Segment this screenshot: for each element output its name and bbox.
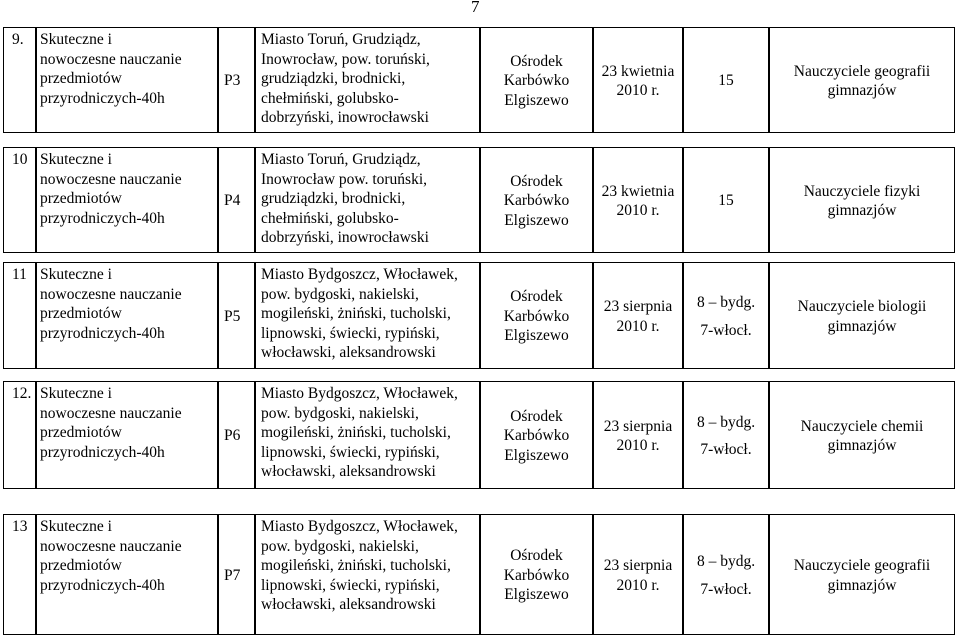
cell-audience <box>769 147 955 253</box>
cell-title-line: przedmiotów <box>40 557 122 574</box>
cell-date-line: 2010 r. <box>616 82 660 99</box>
cell-title-line: nowoczesne nauczanie <box>40 170 182 188</box>
cell-area-line: chełmiński, golubsko- <box>261 209 399 227</box>
cell-audience <box>769 381 955 489</box>
cell-area-line: Miasto Toruń, Grudziądz, <box>261 31 421 48</box>
cell-date-line: 2010 r. <box>616 437 660 454</box>
cell-date <box>593 27 683 133</box>
cell-audience <box>769 514 955 635</box>
cell-audience-line: Nauczyciele geografii <box>793 62 931 80</box>
cell-count-line: 8 – bydg. <box>696 413 756 431</box>
cell-count <box>683 262 769 369</box>
cell-audience-line: gimnazjów <box>827 202 897 219</box>
cell-place <box>480 27 593 133</box>
cell-area-line: mogileński, żniński, tucholski, <box>261 305 451 322</box>
cell-date-line: 2010 r. <box>616 202 660 219</box>
cell-place-line: Elgiszewo <box>504 91 569 109</box>
cell-area <box>255 147 480 253</box>
cell-area-line: włocławski, aleksandrowski <box>261 463 436 480</box>
cell-title-line: przedmiotów <box>40 190 122 207</box>
cell-code-line: P3 <box>224 72 241 90</box>
cell-area <box>255 514 480 635</box>
cell-date-line: 23 kwietnia <box>601 62 675 80</box>
cell-title-line: przyrodniczych-40h <box>40 576 165 594</box>
cell-area-line: dobrzyński, inowrocławski <box>261 109 429 126</box>
cell-title <box>36 262 218 369</box>
cell-code <box>218 262 255 369</box>
cell-no <box>3 147 36 253</box>
cell-title-line: Skuteczne i <box>40 31 112 48</box>
cell-code <box>218 381 255 489</box>
cell-count-line: 8 – bydg. <box>696 553 756 570</box>
cell-title <box>36 27 218 133</box>
cell-no-line: 10 <box>12 151 28 168</box>
cell-area-line: grudziądzki, brodnicki, <box>261 70 406 87</box>
cell-no-line: 9. <box>12 31 24 48</box>
cell-area-line: lipnowski, świecki, rypiński, <box>261 324 440 342</box>
cell-area-line: Inowrocław pow. toruński, <box>261 170 428 188</box>
cell-place-line: Karbówko <box>503 192 570 210</box>
cell-audience-line: Nauczyciele chemii <box>800 417 924 435</box>
cell-title-line: przyrodniczych-40h <box>40 89 165 107</box>
cell-place-line: Ośrodek <box>510 407 563 425</box>
cell-area-line: pow. bydgoski, nakielski, <box>261 537 419 555</box>
cell-date-line: 23 kwietnia <box>601 182 675 200</box>
cell-no-line: 11 <box>12 266 27 283</box>
cell-code-line: P7 <box>224 566 241 584</box>
cell-area-line: chełmiński, golubsko- <box>261 89 399 107</box>
cell-place-line: Elgiszewo <box>504 586 569 604</box>
cell-place <box>480 514 593 635</box>
cell-audience <box>769 262 955 369</box>
cell-count-line: 7-włocł. <box>700 441 752 458</box>
cell-code <box>218 514 255 635</box>
cell-area-line: Miasto Toruń, Grudziądz, <box>261 151 421 168</box>
cell-code-line: P5 <box>224 307 241 325</box>
cell-area-line: Inowrocław, pow. toruński, <box>261 50 430 68</box>
cell-date-line: 2010 r. <box>616 317 660 335</box>
cell-date-line: 23 sierpnia <box>603 557 673 574</box>
cell-place-line: Ośrodek <box>510 172 563 190</box>
cell-place-line: Elgiszewo <box>504 446 569 464</box>
cell-no <box>3 514 36 635</box>
cell-title-line: Skuteczne i <box>40 151 112 168</box>
cell-area-line: lipnowski, świecki, rypiński, <box>261 443 440 461</box>
cell-area-line: Miasto Bydgoszcz, Włocławek, <box>261 518 458 535</box>
cell-title-line: Skuteczne i <box>40 266 112 283</box>
cell-area-line: lipnowski, świecki, rypiński, <box>261 576 440 594</box>
cell-audience-line: gimnazjów <box>827 82 897 99</box>
cell-count <box>683 514 769 635</box>
cell-count-line: 15 <box>718 72 734 90</box>
cell-no <box>3 381 36 489</box>
cell-code <box>218 147 255 253</box>
cell-title-line: nowoczesne nauczanie <box>40 285 182 303</box>
page-number: 7 <box>471 0 480 16</box>
cell-title-line: nowoczesne nauczanie <box>40 537 182 555</box>
cell-title-line: nowoczesne nauczanie <box>40 404 182 422</box>
cell-audience-line: Nauczyciele biologii <box>797 298 927 315</box>
cell-area-line: włocławski, aleksandrowski <box>261 344 436 361</box>
cell-title-line: przedmiotów <box>40 70 122 87</box>
cell-area <box>255 262 480 369</box>
cell-count-line: 7-włocł. <box>700 580 752 598</box>
cell-date-line: 23 sierpnia <box>603 298 673 315</box>
cell-place-line: Karbówko <box>503 427 570 445</box>
cell-area-line: pow. bydgoski, nakielski, <box>261 404 419 422</box>
cell-no <box>3 27 36 133</box>
cell-no-line: 12. <box>12 385 32 402</box>
cell-date <box>593 381 683 489</box>
cell-count <box>683 147 769 253</box>
cell-no <box>3 262 36 369</box>
cell-area-line: grudziądzki, brodnicki, <box>261 190 406 207</box>
cell-audience <box>769 27 955 133</box>
cell-area-line: mogileński, żniński, tucholski, <box>261 557 451 574</box>
cell-area-line: włocławski, aleksandrowski <box>261 596 436 613</box>
cell-place <box>480 147 593 253</box>
cell-count-line: 15 <box>718 192 734 210</box>
cell-count <box>683 27 769 133</box>
cell-area-line: dobrzyński, inowrocławski <box>261 229 429 246</box>
cell-title-line: Skuteczne i <box>40 385 112 402</box>
cell-count-line: 7-włocł. <box>700 321 752 339</box>
cell-audience-line: Nauczyciele geografii <box>793 557 931 574</box>
cell-title-line: przyrodniczych-40h <box>40 209 165 227</box>
cell-count-line: 8 – bydg. <box>696 294 756 311</box>
cell-place-line: Elgiszewo <box>504 211 569 229</box>
cell-place-line: Karbówko <box>503 307 570 325</box>
cell-date <box>593 514 683 635</box>
cell-area-line: Miasto Bydgoszcz, Włocławek, <box>261 266 458 283</box>
cell-code <box>218 27 255 133</box>
cell-place-line: Ośrodek <box>510 288 563 306</box>
cell-audience-line: gimnazjów <box>827 437 897 454</box>
cell-title-line: nowoczesne nauczanie <box>40 50 182 68</box>
cell-title <box>36 381 218 489</box>
cell-code-line: P6 <box>224 427 241 445</box>
cell-title <box>36 147 218 253</box>
cell-place-line: Ośrodek <box>510 52 563 70</box>
cell-title-line: przedmiotów <box>40 305 122 322</box>
cell-area <box>255 381 480 489</box>
cell-area-line: pow. bydgoski, nakielski, <box>261 285 419 303</box>
cell-place-line: Karbówko <box>503 566 570 584</box>
cell-place <box>480 262 593 369</box>
cell-place-line: Elgiszewo <box>504 327 569 345</box>
cell-title-line: przedmiotów <box>40 424 122 441</box>
cell-audience-line: gimnazjów <box>827 576 897 594</box>
cell-place-line: Karbówko <box>503 72 570 90</box>
cell-no-line: 13 <box>12 518 28 535</box>
cell-date-line: 2010 r. <box>616 576 660 594</box>
cell-area <box>255 27 480 133</box>
cell-title <box>36 514 218 635</box>
cell-place-line: Ośrodek <box>510 547 563 565</box>
cell-audience-line: gimnazjów <box>827 317 897 335</box>
cell-date-line: 23 sierpnia <box>603 417 673 435</box>
cell-area-line: Miasto Bydgoszcz, Włocławek, <box>261 385 458 402</box>
cell-area-line: mogileński, żniński, tucholski, <box>261 424 451 441</box>
cell-date <box>593 262 683 369</box>
cell-code-line: P4 <box>224 192 241 210</box>
cell-title-line: przyrodniczych-40h <box>40 324 165 342</box>
cell-count <box>683 381 769 489</box>
cell-date <box>593 147 683 253</box>
cell-title-line: przyrodniczych-40h <box>40 443 165 461</box>
cell-title-line: Skuteczne i <box>40 518 112 535</box>
cell-place <box>480 381 593 489</box>
cell-audience-line: Nauczyciele fizyki <box>803 182 921 200</box>
